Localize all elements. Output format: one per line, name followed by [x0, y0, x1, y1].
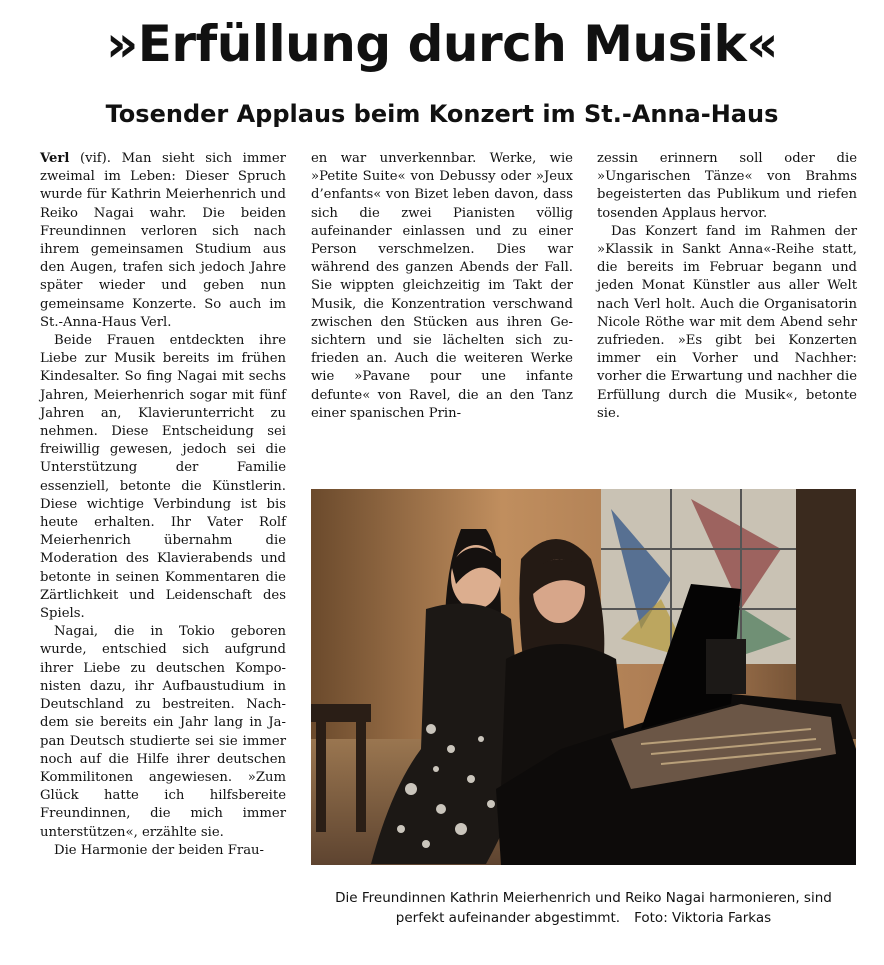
headline: »Erfüllung durch Musik«: [105, 15, 779, 73]
dateline: Verl: [40, 151, 70, 166]
photo-illustration: [311, 489, 856, 865]
paragraph: Die Harmonie der beiden Frau-: [54, 842, 265, 858]
photo-credit: Foto: Viktoria Farkas: [634, 910, 772, 926]
article-column-2: [311, 150, 573, 423]
paragraph: Beide Frauen entdeckten ihre Liebe zur Musik bereits im frühen Kindesalter. So fing Nagai mit sechs Jahren, Meierhenrich sogar mit fünf Jahren an, Klavierunterricht zu nehmen. Diese Entscheidung sei freiwillig gewesen, jedoch sei die Unterstützung der Familie essenziell, betonte die Künstlerin. Diese wichtige Verbindung ist bis heute erhalten. Ihr Vater Rolf Meierhenrich übernahm die Moderation des Klavierabends und betonte in seinen Kommentaren die Zärtlichkeit und Leidenschaft des Spiels.: [40, 333, 286, 622]
article-photo: [311, 489, 856, 865]
photo-caption: [311, 888, 856, 928]
article-column-3: [597, 150, 857, 423]
caption-text: Die Freundinnen Kathrin Meierhenrich und Reiko Nagai harmonieren, sind perfekt aufeinander abgestimmt.: [335, 890, 832, 926]
article-column-1: [40, 150, 286, 860]
paragraph: zessin erinnern soll oder die »Ungarischen Tänze« von Brahms begeisterten das Publikum und riefen tosenden Applaus hervor.: [597, 151, 857, 221]
paragraph: Nagai, die in Tokio geboren wurde, entschied sich aufgrund ihrer Liebe zu deutschen Komponisten dazu, ihr Aufbaustudium in Deutschland zu bestreiten. Nachdem sie bereits ein Jahr lang in Japan Deutsch studierte sei sie immer noch auf die Hilfe ihrer deutschen Kommilitonen angewiesen. »Zum Glück hatte ich hilfsbereite Freundinnen, die mich immer unterstützen«, erzählte sie.: [40, 624, 286, 840]
subheadline: Tosender Applaus beim Konzert im St.-Anna-Haus: [105, 100, 779, 128]
paragraph: en war unverkennbar. Werke, wie »Petite Suite« von Debussy oder »Jeux d’enfants« von Bizet leben davon, dass sich die zwei Pianisten völlig aufeinander einlassen und zu einer Person verschmelzen. Dies war während des ganzen Abends der Fall. Sie wippten gleichzeitig im Takt der Musik, die Konzentration verschwand zwischen den Stücken aus ihren Gesichtern und sie lächelten sich zufrieden an. Auch die weiteren Werke wie »Pavane pour une infante defunte« von Ravel, die an den Tanz einer spanischen Prin-: [311, 151, 573, 421]
paragraph: Das Konzert fand im Rahmen der »Klassik in Sankt Anna«-Reihe statt, die bereits im Februar begann und jeden Monat Künstler aus aller Welt nach Verl holt. Auch die Organisatorin Nicole Röthe war mit dem Abend sehr zufrieden. »Es gibt bei Konzerten immer ein Vorher und Nachher: vorher die Erwartung und nachher die Erfüllung durch die Musik«, betonte sie.: [597, 223, 857, 421]
paragraph-text: (vif). Man sieht sich immer zweimal im Leben: Dieser Spruch wurde für Kathrin Meierhenrich und Reiko Nagai wahr. Die beiden Freundinnen verloren sich nach ihrem gemeinsamen Studium aus den Augen, trafen sich jedoch Jahre später wieder und geben nun gemeinsame Konzerte. So auch im St.-Anna-Haus Verl.: [40, 151, 286, 330]
paragraph: [40, 150, 286, 332]
